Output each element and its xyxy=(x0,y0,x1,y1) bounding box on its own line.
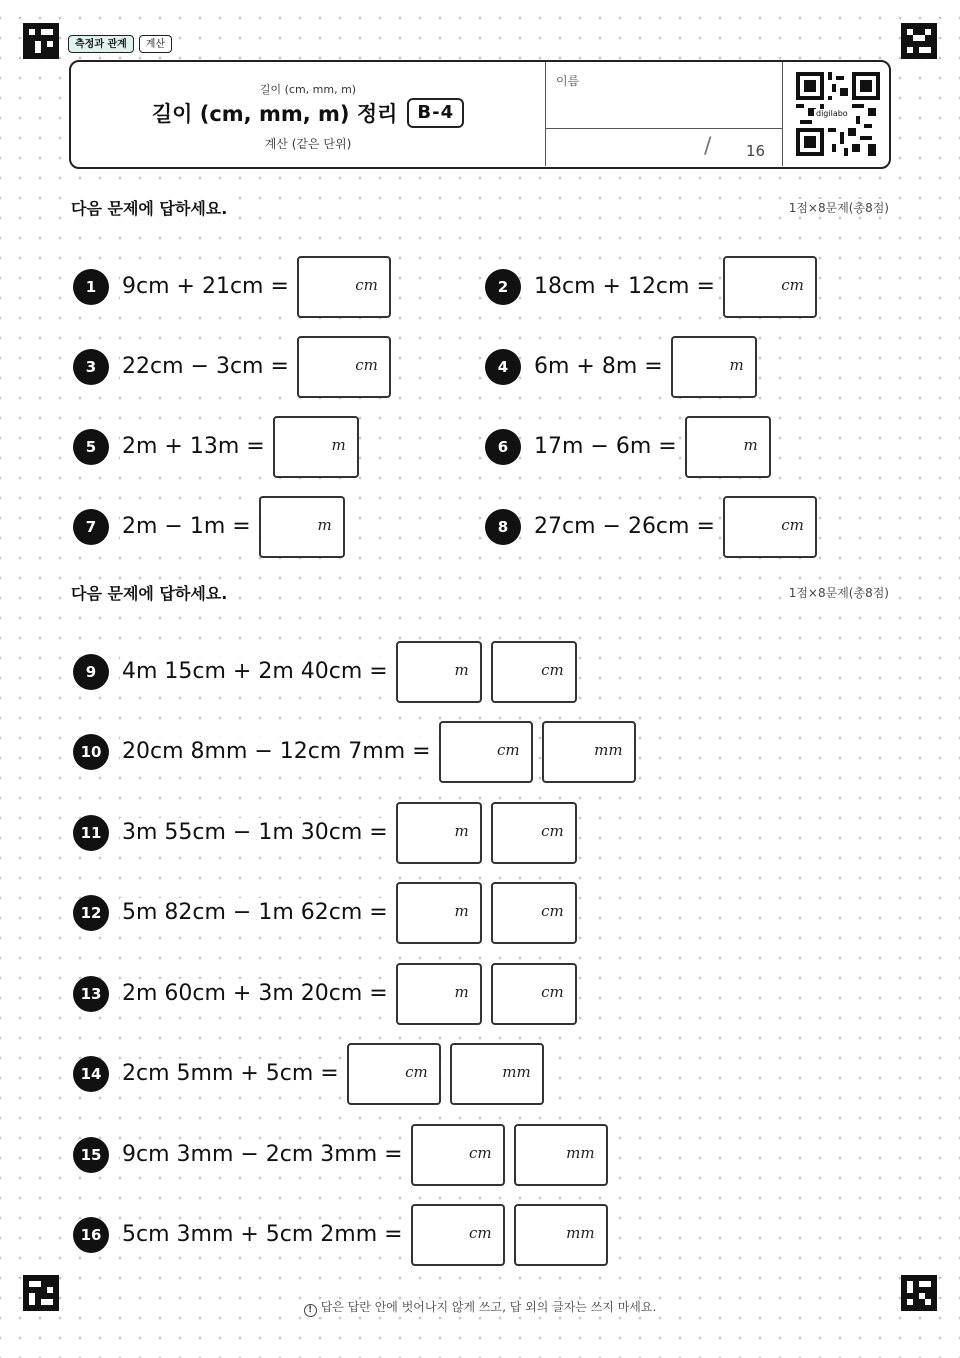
problem-number: 6 xyxy=(485,429,521,465)
problem-item xyxy=(73,336,391,398)
answer-unit-label: m xyxy=(454,983,469,1001)
footer-note xyxy=(0,1298,960,1317)
header-subtitle: 계산 (같은 단위) xyxy=(264,137,352,151)
answer-unit-label: m xyxy=(743,436,758,454)
answer-unit-label: cm xyxy=(468,1224,492,1242)
header-title-area xyxy=(71,62,545,166)
problem-item xyxy=(73,1204,608,1266)
answer-unit-label: cm xyxy=(541,902,564,920)
problem-expression: 2m − 1m = xyxy=(120,512,253,542)
answer-unit-label: cm xyxy=(496,741,520,759)
answer-box-1[interactable] xyxy=(396,641,482,703)
tag-domain: 측정과 관계 xyxy=(68,35,134,53)
problem-number: 16 xyxy=(73,1217,109,1253)
answer-box-2[interactable] xyxy=(542,721,636,783)
problem-expression: 5m 82cm − 1m 62cm = xyxy=(120,898,390,928)
problem-number: 5 xyxy=(73,429,109,465)
problem-expression: 2m + 13m = xyxy=(120,432,267,462)
problem-number: 7 xyxy=(73,509,109,545)
corner-marker-top-left xyxy=(23,23,59,59)
name-score-area xyxy=(545,62,782,166)
level-badge: B-4 xyxy=(407,98,464,128)
problem-number: 12 xyxy=(73,895,109,931)
info-icon: ! xyxy=(304,1304,317,1317)
answer-unit-label: cm xyxy=(541,983,564,1001)
problem-item xyxy=(73,416,359,478)
tag-topic: 계산 xyxy=(139,35,172,53)
problem-expression: 22cm − 3cm = xyxy=(120,352,291,382)
answer-box-1[interactable] xyxy=(723,256,817,318)
answer-unit-label: mm xyxy=(566,1144,595,1162)
problem-number: 1 xyxy=(73,269,109,305)
answer-unit-label: m xyxy=(331,436,346,454)
answer-box-1[interactable] xyxy=(723,496,817,558)
answer-unit-label: cm xyxy=(541,661,564,679)
answer-box-1[interactable] xyxy=(396,963,482,1025)
answer-box-1[interactable] xyxy=(396,802,482,864)
answer-unit-label: cm xyxy=(405,1063,428,1081)
problem-item xyxy=(73,721,636,783)
qr-brand-label: digilabo xyxy=(816,109,848,118)
answer-box-1[interactable] xyxy=(439,721,533,783)
answer-box-2[interactable] xyxy=(491,963,577,1025)
problem-expression: 6m + 8m = xyxy=(532,352,665,382)
answer-unit-label: mm xyxy=(594,741,623,759)
page-title: 길이 (cm, mm, m) 정리 xyxy=(151,102,398,126)
problem-number: 14 xyxy=(73,1056,109,1092)
problem-item xyxy=(73,802,577,864)
footer-text: 답은 답란 안에 벗어나지 않게 쓰고, 답 외의 글자는 쓰지 마세요. xyxy=(320,1300,657,1314)
problem-expression: 18cm + 12cm = xyxy=(532,272,717,302)
header-small-title: 길이 (cm, mm, m) xyxy=(259,83,357,96)
qr-area xyxy=(782,62,889,166)
problem-expression: 5cm 3mm + 5cm 2mm = xyxy=(120,1220,405,1250)
answer-unit-label: cm xyxy=(355,356,378,374)
problem-item xyxy=(73,496,345,558)
answer-box-1[interactable] xyxy=(259,496,345,558)
answer-box-1[interactable] xyxy=(671,336,757,398)
section-2-title: 다음 문제에 답하세요. xyxy=(69,581,229,604)
answer-box-2[interactable] xyxy=(491,802,577,864)
answer-box-1[interactable] xyxy=(297,256,391,318)
answer-unit-label: cm xyxy=(355,276,378,294)
problem-number: 10 xyxy=(73,734,109,770)
section-1-title: 다음 문제에 답하세요. xyxy=(69,196,229,219)
answer-box-1[interactable] xyxy=(411,1124,505,1186)
problem-expression: 2m 60cm + 3m 20cm = xyxy=(120,979,390,1009)
problem-expression: 9cm 3mm − 2cm 3mm = xyxy=(120,1140,405,1170)
problem-item xyxy=(73,256,391,318)
answer-unit-label: cm xyxy=(541,822,564,840)
problem-item xyxy=(485,496,817,558)
answer-box-2[interactable] xyxy=(514,1124,608,1186)
problem-expression: 4m 15cm + 2m 40cm = xyxy=(120,657,390,687)
answer-box-1[interactable] xyxy=(273,416,359,478)
answer-unit-label: mm xyxy=(502,1063,531,1081)
problem-item xyxy=(73,882,577,944)
problem-expression: 27cm − 26cm = xyxy=(532,512,717,542)
answer-box-2[interactable] xyxy=(514,1204,608,1266)
problem-number: 15 xyxy=(73,1137,109,1173)
problem-number: 4 xyxy=(485,349,521,385)
answer-box-1[interactable] xyxy=(685,416,771,478)
problem-item xyxy=(485,256,817,318)
answer-unit-label: cm xyxy=(468,1144,492,1162)
answer-unit-label: cm xyxy=(781,516,804,534)
problem-item xyxy=(485,416,771,478)
answer-unit-label: cm xyxy=(781,276,804,294)
problem-item xyxy=(73,1124,608,1186)
header-title-row xyxy=(71,98,545,128)
answer-unit-label: mm xyxy=(566,1224,595,1242)
category-tags xyxy=(68,35,172,53)
name-label: 이름 xyxy=(556,74,580,88)
problem-expression: 2cm 5mm + 5cm = xyxy=(120,1059,341,1089)
problem-item xyxy=(73,963,577,1025)
answer-box-2[interactable] xyxy=(491,882,577,944)
worksheet-header xyxy=(69,60,891,169)
problem-expression: 17m − 6m = xyxy=(532,432,679,462)
problem-number: 13 xyxy=(73,976,109,1012)
answer-unit-label: m xyxy=(317,516,332,534)
problem-expression: 3m 55cm − 1m 30cm = xyxy=(120,818,390,848)
section-1-score: 1점×8문제(총8점) xyxy=(788,201,889,215)
problem-number: 8 xyxy=(485,509,521,545)
problem-item xyxy=(73,1043,544,1105)
answer-box-1[interactable] xyxy=(411,1204,505,1266)
name-divider xyxy=(546,128,782,129)
answer-unit-label: m xyxy=(454,902,469,920)
problem-item xyxy=(485,336,757,398)
problem-number: 9 xyxy=(73,654,109,690)
problem-item xyxy=(73,641,577,703)
answer-unit-label: m xyxy=(454,661,469,679)
answer-unit-label: m xyxy=(454,822,469,840)
answer-unit-label: m xyxy=(729,356,744,374)
answer-box-1[interactable] xyxy=(396,882,482,944)
score-total: 16 xyxy=(746,142,766,160)
problem-expression: 20cm 8mm − 12cm 7mm = xyxy=(120,737,433,767)
answer-box-2[interactable] xyxy=(491,641,577,703)
score-slash: / xyxy=(704,134,712,159)
answer-box-1[interactable] xyxy=(297,336,391,398)
problem-number: 11 xyxy=(73,815,109,851)
problem-number: 2 xyxy=(485,269,521,305)
section-2-score: 1점×8문제(총8점) xyxy=(788,586,889,600)
corner-marker-top-right xyxy=(901,23,937,59)
problem-expression: 9cm + 21cm = xyxy=(120,272,291,302)
problem-number: 3 xyxy=(73,349,109,385)
answer-box-2[interactable] xyxy=(450,1043,544,1105)
answer-box-1[interactable] xyxy=(347,1043,441,1105)
